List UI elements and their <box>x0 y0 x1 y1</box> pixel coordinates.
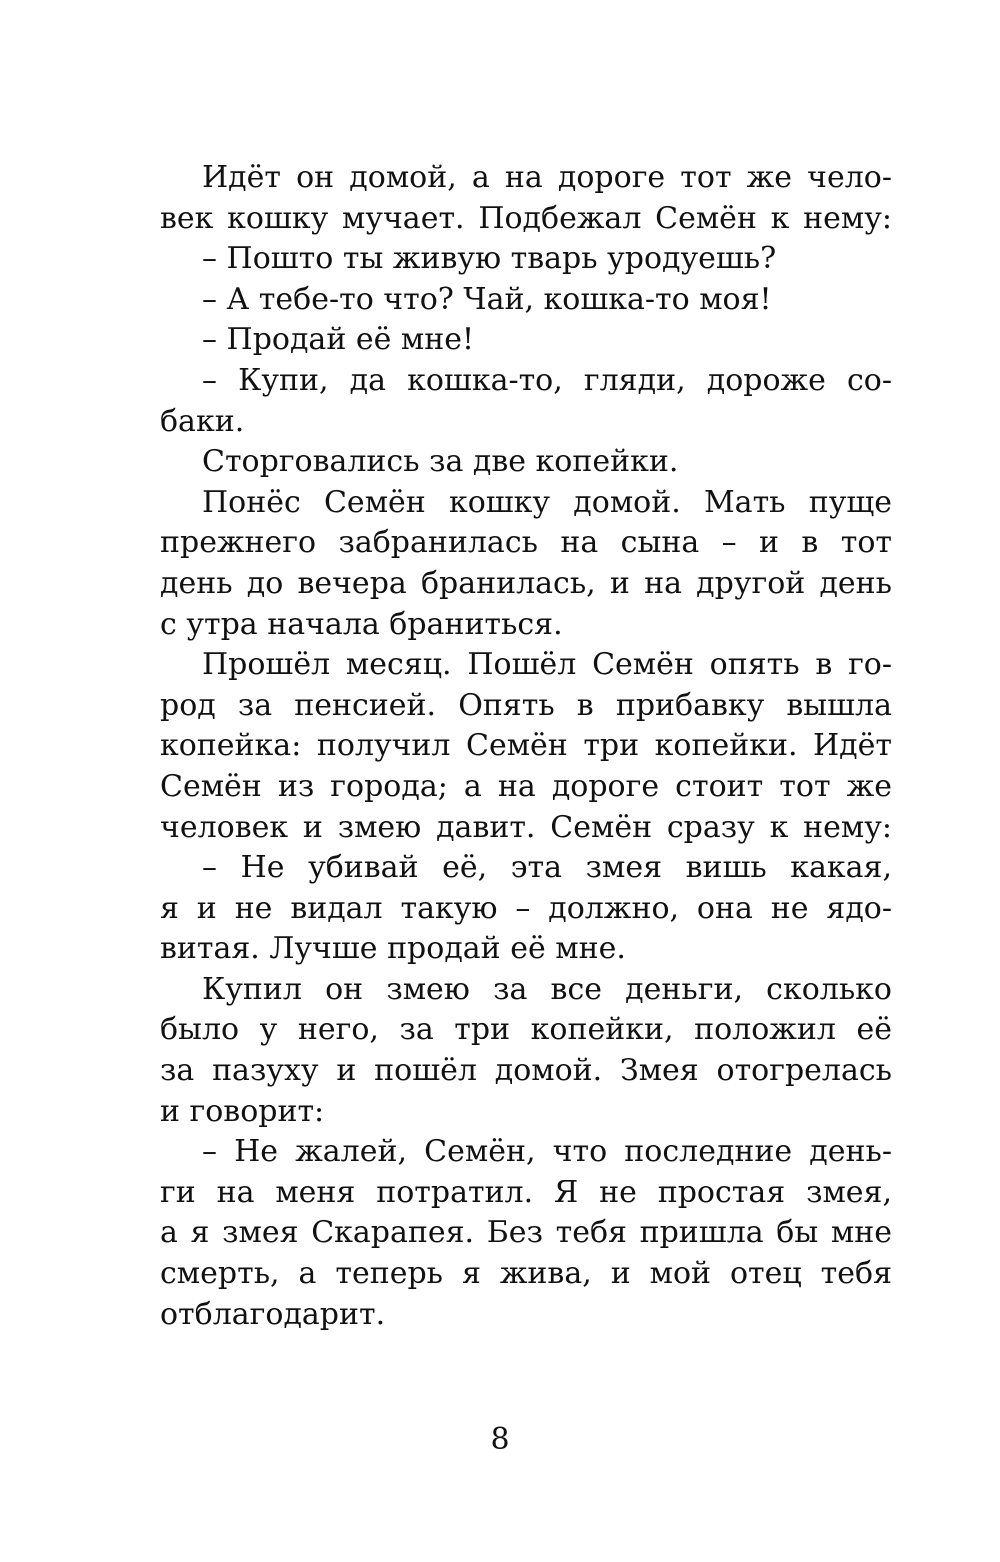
text-line-14: род за пенсией. Опять в прибавку вышла <box>160 687 892 723</box>
text-line-28: смерть, а теперь я жива, и мой отец тебя <box>160 1256 892 1292</box>
text-line-15: копейка: получил Семён три копейки. Идёт <box>160 728 892 764</box>
text-line-11: день до вечера бранилась, и на другой день <box>160 565 892 601</box>
text-line-21: Купил он змею за все деньги, сколько <box>202 971 892 1007</box>
text-line-3: – Пошто ты живую тварь уродуешь? <box>202 241 777 277</box>
text-line-22: было у него, за три копейки, положил её <box>160 1012 892 1048</box>
text-line-17: человек и змею давит. Семён сразу к нему: <box>160 809 892 845</box>
text-line-7: баки. <box>160 403 245 439</box>
text-line-12: с утра начала браниться. <box>160 606 563 642</box>
text-line-23: за пазуху и пошёл домой. Змея отогрелась <box>160 1053 892 1089</box>
text-line-29: отблагодарит. <box>160 1296 386 1332</box>
page-number: 8 <box>490 1422 510 1457</box>
text-line-16: Семён из города; а на дороге стоит тот же <box>160 768 892 804</box>
text-line-1: Идёт он домой, а на дороге тот же чело- <box>202 160 892 195</box>
text-line-27: а я змея Скарапея. Без тебя пришла бы мне <box>160 1215 892 1251</box>
text-line-10: прежнего забранилась на сына – и в тот <box>160 525 892 561</box>
page-text <box>160 158 892 1335</box>
text-line-6: – Купи, да кошка-то, гляди, дороже со- <box>202 362 892 398</box>
text-line-20: витая. Лучше продай её мне. <box>160 931 626 967</box>
text-line-19: я и не видал такую – должно, она не ядо- <box>160 890 892 926</box>
text-line-26: ги на меня потратил. Я не простая змея, <box>160 1174 892 1210</box>
text-line-25: – Не жалей, Семён, что последние день- <box>202 1134 892 1170</box>
text-line-24: и говорит: <box>160 1093 325 1129</box>
text-line-4: – А тебе-то что? Чай, кошка-то моя! <box>202 281 772 317</box>
text-line-18: – Не убивай её, эта змея вишь какая, <box>202 850 892 886</box>
text-line-2: век кошку мучает. Подбежал Семён к нему: <box>160 200 892 236</box>
text-line-8: Сторговались за две копейки. <box>202 444 679 480</box>
text-line-5: – Продай её мне! <box>202 322 475 358</box>
text-line-9: Понёс Семён кошку домой. Мать пуще <box>202 484 892 520</box>
text-line-13: Прошёл месяц. Пошёл Семён опять в го- <box>202 647 892 683</box>
